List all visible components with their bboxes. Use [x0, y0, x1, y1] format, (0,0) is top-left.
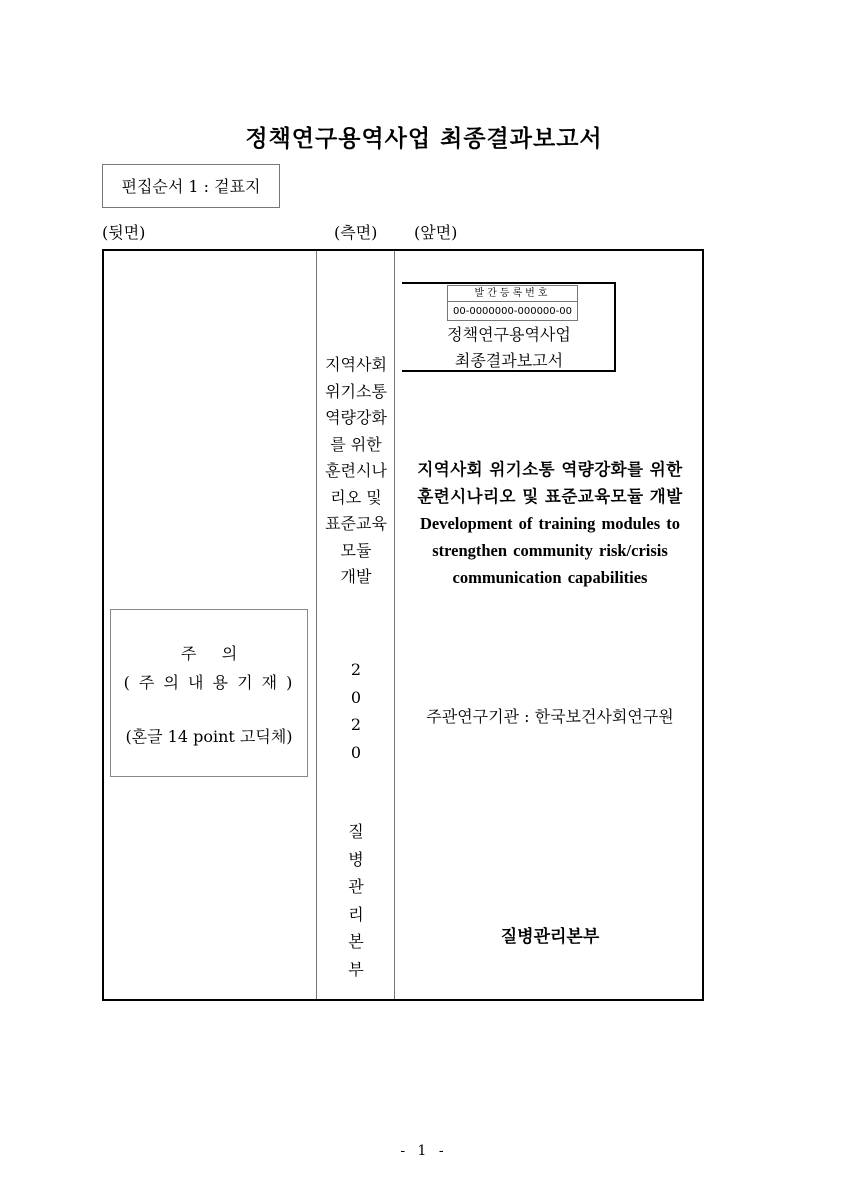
- spine-title-line: 표준교육: [325, 514, 387, 533]
- publisher: 질병관리본부: [500, 927, 600, 947]
- spine-year-digit: 2: [350, 660, 362, 679]
- back-side-label: (뒷면): [102, 223, 146, 242]
- spine-title-line: 모듈: [340, 540, 372, 560]
- spine-title-line: 지역사회: [325, 355, 387, 374]
- english-title: [396, 510, 704, 591]
- korean-title-line: 지역사회 위기소통 역량강화를 위한: [417, 460, 683, 479]
- report-type-line: 정책연구용역사업: [447, 325, 571, 344]
- spine-org-char: 본: [348, 932, 364, 951]
- spine-year: [318, 656, 394, 766]
- spine-org-char: 병: [348, 849, 364, 869]
- spine-left-divider: [316, 251, 317, 999]
- spine-year-digit: 2: [350, 715, 362, 734]
- spine-org-char: 관: [348, 877, 364, 896]
- report-type: [402, 322, 616, 374]
- spine-org-char: 리: [348, 904, 364, 924]
- spine-title-line: 훈련시나: [325, 461, 387, 480]
- registration-number: 00-0000000-000000-00: [453, 306, 572, 317]
- notice-font-note: (혼글 14 point 고딕체): [125, 727, 293, 746]
- spine-org: [318, 818, 394, 983]
- spine-org-char: 질: [348, 822, 364, 841]
- spine-org-char: 부: [348, 959, 364, 979]
- spine-right-divider: [394, 251, 395, 999]
- page-title: 정책연구용역사업 최종결과보고서: [245, 126, 603, 152]
- spine-year-digit: 0: [350, 742, 362, 762]
- front-side-label: (앞면): [414, 223, 458, 242]
- notice-heading: 주 의: [180, 644, 238, 663]
- english-title-line: Development of training modules to: [419, 514, 681, 533]
- korean-title-line: 훈련시나리오 및 표준교육모듈 개발: [417, 487, 683, 506]
- spine-title-line: 위기소통: [325, 381, 387, 401]
- report-type-line: 최종결과보고서: [454, 351, 564, 370]
- registration-label: 발간등록번호: [447, 285, 578, 302]
- page-number: - 1 -: [400, 1143, 448, 1159]
- edit-order-box: 편집순서 1 : 겉표지: [102, 164, 280, 208]
- research-institution: 주관연구기관 : 한국보건사회연구원: [426, 707, 674, 726]
- spine-year-digit: 0: [350, 687, 362, 707]
- korean-title: [396, 456, 704, 510]
- spine-side-label: (측면): [334, 223, 378, 242]
- spine-title-line: 개발: [340, 567, 372, 586]
- spine-title: [318, 352, 394, 591]
- english-title-line: strengthen community risk/crisis: [432, 541, 668, 560]
- spine-title-line: 리오 및: [330, 487, 382, 507]
- notice-subheading: ( 주 의 내 용 기 재 ): [123, 673, 295, 692]
- english-title-line: communication capabilities: [452, 568, 648, 587]
- notice-box: [110, 609, 308, 777]
- spine-title-line: 역량강화: [325, 408, 387, 427]
- spine-title-line: 를 위한: [330, 434, 382, 454]
